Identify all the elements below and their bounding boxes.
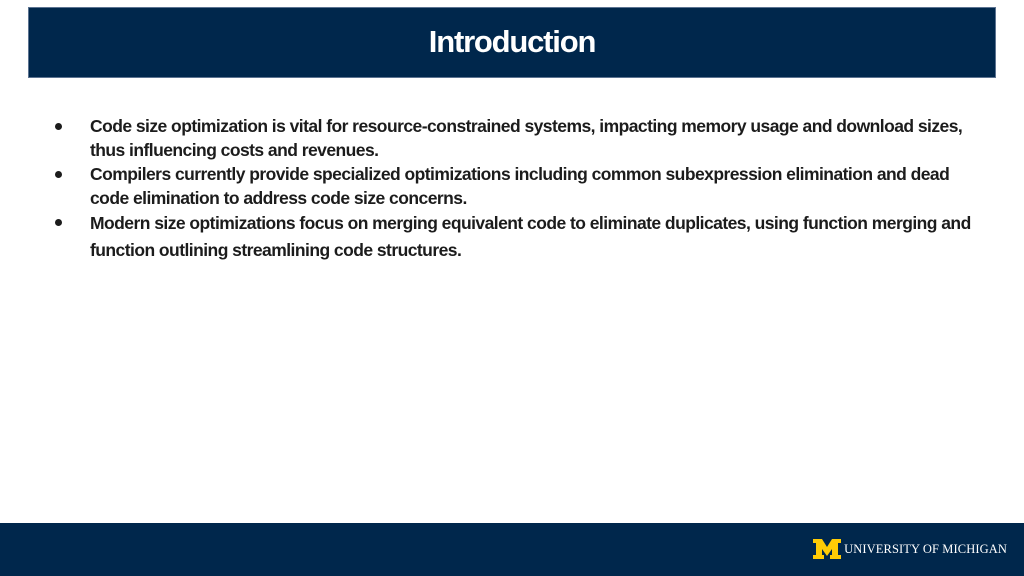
bullet-text: Compilers currently provide specialized optimizations including common subexpression elimination and dead code elimination to address code size concerns.	[90, 164, 950, 208]
footer-bar	[0, 523, 1024, 576]
university-logo	[812, 538, 1007, 560]
bullet-item	[52, 114, 972, 162]
bullet-dot-icon	[55, 219, 62, 226]
bullet-text: Modern size optimizations focus on merging equivalent code to eliminate duplicates, using function merging and function outlining streamlining code structures.	[90, 213, 971, 260]
bullet-list	[52, 114, 972, 264]
bullet-item	[52, 210, 972, 264]
bullet-item	[52, 162, 972, 210]
bullet-text: Code size optimization is vital for resource-constrained systems, impacting memory usage and download sizes, thus influencing costs and revenues.	[90, 116, 963, 160]
block-m-icon	[812, 538, 842, 560]
bullet-dot-icon	[55, 123, 62, 130]
title-bar	[28, 7, 996, 78]
university-name: UNIVERSITY OF MICHIGAN	[844, 541, 1007, 556]
bullet-dot-icon	[55, 171, 62, 178]
slide-title: Introduction	[428, 23, 596, 59]
